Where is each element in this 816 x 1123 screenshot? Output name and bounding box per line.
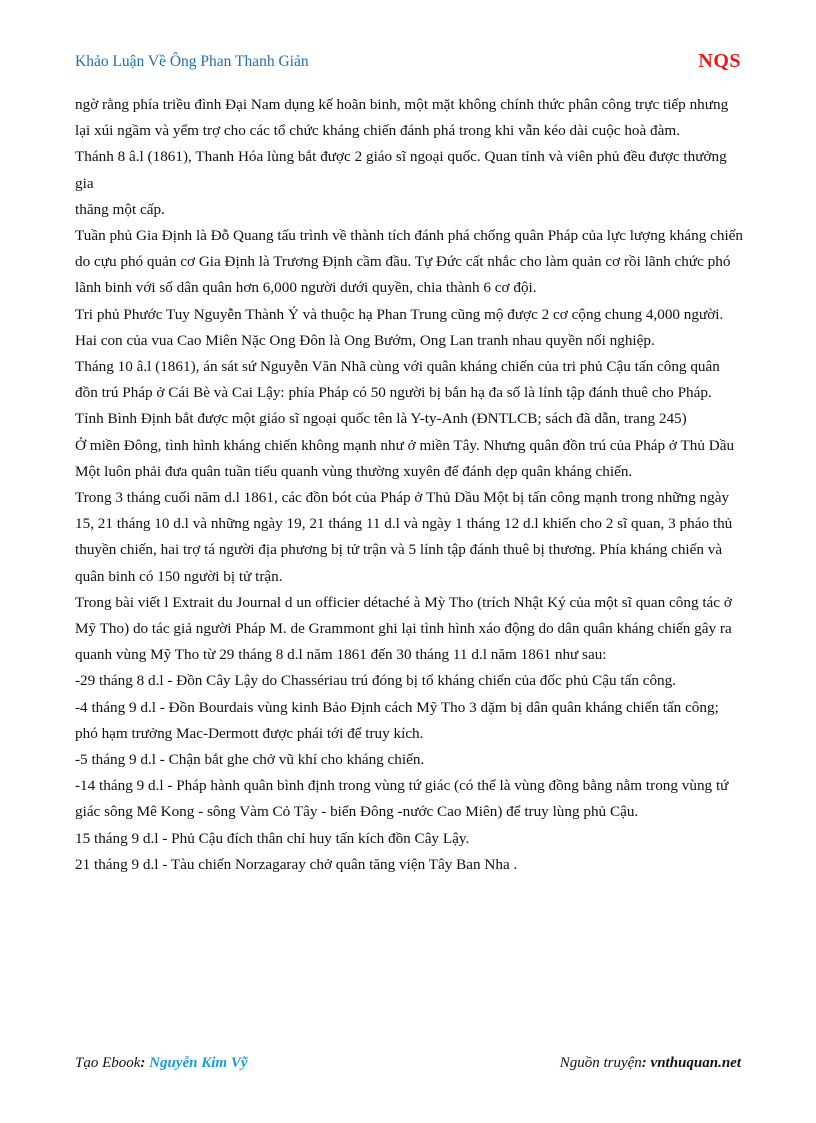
paragraph: Tháng 10 â.l (1861), án sát sứ Nguyễn Văn Nhã cùng với quân kháng chiến của tri phủ Cậu tấn công quân đồn trú Pháp ở Cái Bè và Cai Lậy: phía Pháp có 50 người bị bắn hạ đa số là lính tập đánh thuê cho Pháp. — [75, 358, 720, 402]
paragraph: ngờ rằng phía triều đình Đại Nam dụng kế hoãn binh, một mặt không chính thức phân công trực tiếp nhưng lại xúi ngầm và yểm trợ cho các tổ chức kháng chiến đánh phá trong khi vẫn kéo dài cuộc hoà đàm. — [75, 96, 729, 140]
paragraph: Tuần phủ Gia Định là Đỗ Quang tấu trình về thành tích đánh phá chống quân Pháp của lực lượng kháng chiến do cựu phó quản cơ Gia Định là Trương Định cầm đầu. Tự Đức cất nhắc cho làm quản cơ rồi lãnh chức phó lãnh binh với số dân quân hơn 6,000 người dưới quyền, chia thành 6 cơ đội. — [75, 227, 743, 297]
body-text — [75, 92, 743, 878]
source-credit-label: Nguồn truyện — [559, 1055, 642, 1071]
ebook-credit-colon: : — [140, 1055, 150, 1071]
ebook-credit-label: Tạo Ebook — [75, 1055, 141, 1071]
source-credit — [560, 1055, 741, 1072]
page-footer — [75, 1055, 741, 1077]
paragraph: Tri phủ Phước Tuy Nguyễn Thành Ý và thuộc hạ Phan Trung cũng mộ được 2 cơ cộng chung 4,000 người. — [75, 305, 724, 323]
book-title: Khảo Luận Về Ông Phan Thanh Giản — [75, 53, 309, 70]
paragraph: Thánh 8 â.l (1861), Thanh Hóa lùng bắt được 2 giáo sĩ ngoại quốc. Quan tỉnh và viên phủ đều được thưởng gia — [75, 148, 727, 192]
paragraph: 21 tháng 9 d.l - Tàu chiến Norzagaray chở quân tăng viện Tây Ban Nha . — [75, 855, 518, 873]
ebook-creator-name: Nguyễn Kim Vỹ — [149, 1055, 248, 1071]
paragraph: 15 tháng 9 d.l - Phủ Cậu đích thân chỉ huy tấn kích đồn Cây Lậy. — [75, 829, 470, 847]
publisher-logo: NQS — [698, 50, 741, 72]
ebook-credit — [75, 1055, 248, 1072]
paragraph: thăng một cấp. — [75, 200, 165, 218]
source-credit-colon: : — [641, 1055, 651, 1071]
page-header — [75, 50, 741, 76]
paragraph: -29 tháng 8 d.l - Đồn Cây Lậy do Chassériau trú đóng bị tổ kháng chiến của đốc phủ Cậu tấn công. — [75, 672, 677, 690]
paragraph: -4 tháng 9 d.l - Đồn Bourdais vùng kinh Bảo Định cách Mỹ Tho 3 dặm bị dân quân kháng chiến tấn công; phó hạm trưởng Mac-Dermott được phái tới để truy kích. — [75, 698, 719, 742]
paragraph: -5 tháng 9 d.l - Chận bắt ghe chở vũ khí cho kháng chiến. — [75, 751, 425, 769]
paragraph: Trong 3 tháng cuối năm d.l 1861, các đồn bót của Pháp ở Thủ Dầu Một bị tấn công mạnh trong những ngày 15, 21 tháng 10 d.l và những ngày 19, 21 tháng 11 d.l và ngày 1 tháng 12 d.l khiến cho 2 sĩ quan, 3 pháo thủ thuyền chiến, hai trợ tá người địa phương bị tử trận và 5 lính tập đánh thuê bị thương. Phía kháng chiến và quân binh có 150 người bị tử trận. — [75, 489, 733, 585]
paragraph: Tỉnh Bình Định bắt được một giáo sĩ ngoại quốc tên là Y-ty-Anh (ĐNTLCB; sách đã dẫn, trang 245) — [75, 410, 687, 428]
paragraph: Hai con của vua Cao Miên Nặc Ong Đôn là Ong Bướm, Ong Lan tranh nhau quyền nối nghiệp. — [75, 331, 655, 349]
paragraph: Trong bài viết l Extrait du Journal d un officier détaché à Mỳ Tho (trích Nhật Ký của một sĩ quan công tác ở Mỹ Tho) do tác giả người Pháp M. de Grammont ghi lại tình hình xáo động do dân quân kháng chiến gây ra quanh vùng Mỹ Tho từ 29 tháng 8 d.l năm 1861 đến 30 tháng 11 d.l năm 1861 như sau: — [75, 593, 732, 664]
source-site-link[interactable]: vnthuquan.net — [650, 1055, 741, 1071]
paragraph: -14 tháng 9 d.l - Pháp hành quân bình định trong vùng tứ giác (có thể là vùng đồng bằng nằm trong vùng tứ giác sông Mê Kong - sông Vàm Cỏ Tây - biển Đông -nước Cao Miên) để truy lùng phủ Cậu. — [75, 777, 729, 821]
paragraph: Ở miền Đông, tình hình kháng chiến không mạnh như ở miền Tây. Nhưng quân đồn trú của Pháp ở Thủ Dầu Một luôn phải đưa quân tuần tiểu quanh vùng thường xuyên để đánh dẹp quân kháng chiến. — [75, 436, 735, 480]
